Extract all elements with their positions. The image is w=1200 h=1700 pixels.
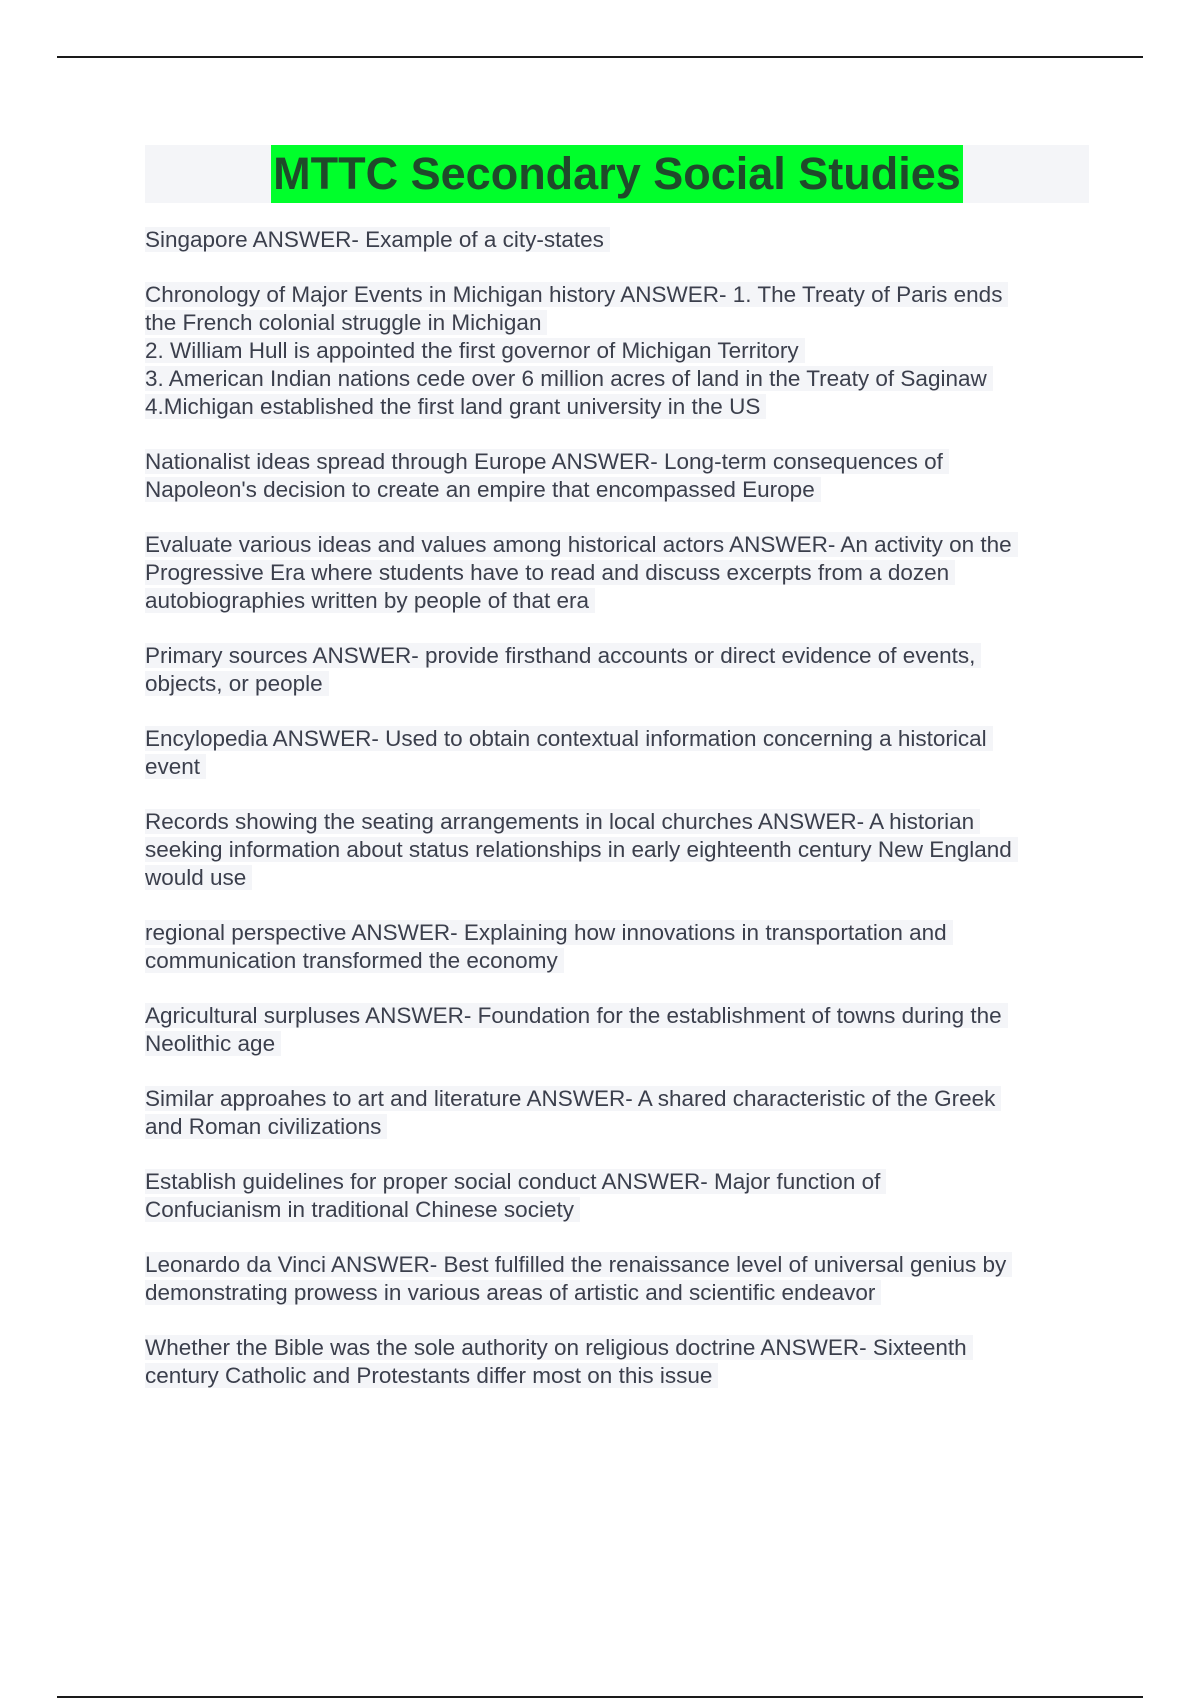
qa-entry-line	[145, 1362, 1089, 1390]
qa-entry	[145, 1334, 1089, 1390]
qa-entry-line	[145, 1251, 1089, 1279]
qa-list	[145, 226, 1089, 1417]
qa-entry-text: Leonardo da Vinci ANSWER- Best fulfilled the renaissance level of universal genius by	[145, 1252, 1012, 1277]
qa-entry-line	[145, 1334, 1089, 1362]
qa-entry-text: demonstrating prowess in various areas of artistic and scientific endeavor	[145, 1280, 881, 1305]
qa-entry-line	[145, 864, 1089, 892]
qa-entry-line	[145, 476, 1089, 504]
qa-entry-line	[145, 919, 1089, 947]
qa-entry-line	[145, 1168, 1089, 1196]
qa-entry-text: regional perspective ANSWER- Explaining how innovations in transportation and	[145, 920, 953, 945]
qa-entry-text: Nationalist ideas spread through Europe ANSWER- Long-term consequences of	[145, 449, 949, 474]
qa-entry-line	[145, 559, 1089, 587]
qa-entry-text: Primary sources ANSWER- provide firsthand accounts or direct evidence of events,	[145, 643, 981, 668]
qa-entry	[145, 531, 1089, 615]
qa-entry-text: Establish guidelines for proper social conduct ANSWER- Major function of	[145, 1169, 886, 1194]
qa-entry	[145, 642, 1089, 698]
qa-entry-text: 4.Michigan established the first land grant university in the US	[145, 394, 766, 419]
footer-rule	[57, 1696, 1143, 1698]
qa-entry-text: Confucianism in traditional Chinese society	[145, 1197, 580, 1222]
qa-entry-line	[145, 448, 1089, 476]
qa-entry	[145, 919, 1089, 975]
qa-entry-line	[145, 947, 1089, 975]
qa-entry-line	[145, 1085, 1089, 1113]
qa-entry	[145, 226, 1089, 254]
qa-entry-text: objects, or people	[145, 671, 329, 696]
qa-entry-text: Chronology of Major Events in Michigan history ANSWER- 1. The Treaty of Paris ends	[145, 282, 1008, 307]
qa-entry-text: and Roman civilizations	[145, 1114, 387, 1139]
qa-entry-line	[145, 226, 1089, 254]
qa-entry-text: Progressive Era where students have to read and discuss excerpts from a dozen	[145, 560, 955, 585]
qa-entry	[145, 281, 1089, 421]
qa-entry-text: would use	[145, 865, 252, 890]
qa-entry-text: the French colonial struggle in Michigan	[145, 310, 547, 335]
qa-entry-text: Napoleon's decision to create an empire that encompassed Europe	[145, 477, 821, 502]
qa-entry-line	[145, 393, 1089, 421]
qa-entry-text: Encylopedia ANSWER- Used to obtain contextual information concerning a historical	[145, 726, 993, 751]
qa-entry-line	[145, 670, 1089, 698]
qa-entry-text: Similar approahes to art and literature ANSWER- A shared characteristic of the Greek	[145, 1086, 1001, 1111]
qa-entry-text: century Catholic and Protestants differ most on this issue	[145, 1363, 718, 1388]
qa-entry-line	[145, 1113, 1089, 1141]
qa-entry-text: Singapore ANSWER- Example of a city-states	[145, 227, 610, 252]
qa-entry-text: Agricultural surpluses ANSWER- Foundation for the establishment of towns during the	[145, 1003, 1008, 1028]
qa-entry-line	[145, 642, 1089, 670]
qa-entry	[145, 725, 1089, 781]
qa-entry	[145, 448, 1089, 504]
qa-entry	[145, 1168, 1089, 1224]
qa-entry-text: autobiographies written by people of that era	[145, 588, 595, 613]
qa-entry-line	[145, 725, 1089, 753]
qa-entry-line	[145, 1279, 1089, 1307]
title-band	[145, 145, 1089, 203]
qa-entry-text: Records showing the seating arrangements in local churches ANSWER- A historian	[145, 809, 980, 834]
page-title: MTTC Secondary Social Studies	[271, 145, 963, 203]
qa-entry-text: 3. American Indian nations cede over 6 million acres of land in the Treaty of Saginaw	[145, 366, 993, 391]
qa-entry-text: Whether the Bible was the sole authority on religious doctrine ANSWER- Sixteenth	[145, 1335, 973, 1360]
qa-entry-line	[145, 753, 1089, 781]
header-rule	[57, 56, 1143, 58]
qa-entry-text: seeking information about status relationships in early eighteenth century New England	[145, 837, 1018, 862]
qa-entry-line	[145, 365, 1089, 393]
qa-entry-text: 2. William Hull is appointed the first governor of Michigan Territory	[145, 338, 805, 363]
qa-entry-line	[145, 1030, 1089, 1058]
qa-entry-line	[145, 1196, 1089, 1224]
qa-entry-line	[145, 281, 1089, 309]
qa-entry-line	[145, 309, 1089, 337]
qa-entry-text: Neolithic age	[145, 1031, 281, 1056]
qa-entry-line	[145, 337, 1089, 365]
qa-entry-line	[145, 531, 1089, 559]
qa-entry-line	[145, 1002, 1089, 1030]
qa-entry-line	[145, 808, 1089, 836]
qa-entry	[145, 1002, 1089, 1058]
qa-entry-text: Evaluate various ideas and values among historical actors ANSWER- An activity on the	[145, 532, 1018, 557]
qa-entry-line	[145, 587, 1089, 615]
qa-entry	[145, 1085, 1089, 1141]
qa-entry	[145, 1251, 1089, 1307]
qa-entry-text: communication transformed the economy	[145, 948, 564, 973]
qa-entry	[145, 808, 1089, 892]
qa-entry-text: event	[145, 754, 206, 779]
qa-entry-line	[145, 836, 1089, 864]
